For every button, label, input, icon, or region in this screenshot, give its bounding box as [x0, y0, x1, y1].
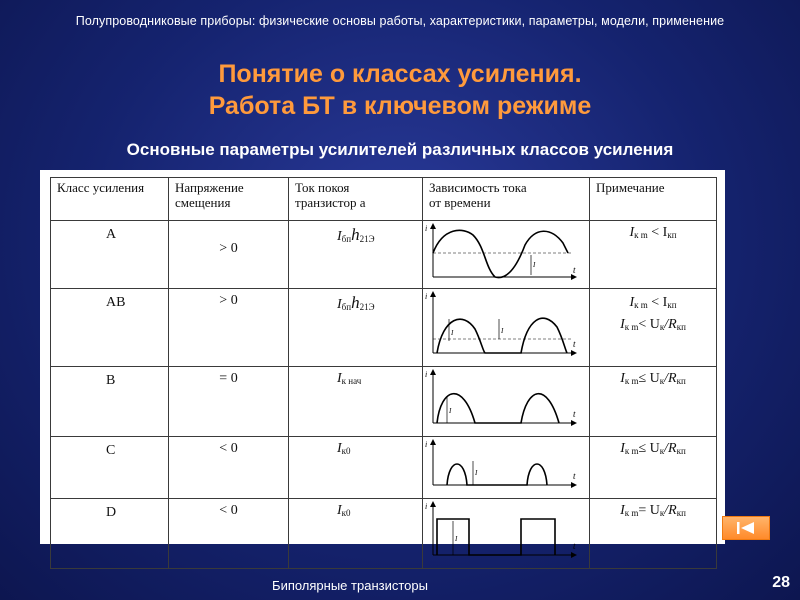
note-subscript-3: кп [676, 376, 686, 386]
note-relation: < I [651, 225, 668, 240]
waveform-class-a [423, 221, 589, 283]
km-label: I [475, 469, 478, 477]
current-subscript: бп [341, 302, 352, 312]
note-subscript-2: к [659, 508, 665, 518]
note-tail: /R [664, 503, 677, 518]
note-symbol: I [620, 371, 625, 386]
note-subscript: к m [634, 230, 648, 240]
bias-cell: < 0 [169, 499, 289, 569]
note-symbol: I [629, 225, 635, 240]
note-relation: = U [638, 503, 660, 518]
slide-title-line-2: Работа БТ в ключевом режиме [208, 92, 592, 120]
waveform-class-ab [423, 289, 589, 361]
back-to-end-icon [734, 520, 758, 536]
note-subscript-2: кп [667, 300, 677, 310]
note-subscript-2: к [659, 322, 665, 332]
last-slide-button[interactable] [722, 516, 770, 540]
amplifier-classes-table [50, 177, 717, 569]
table-row [51, 437, 717, 499]
note-subscript-2: к [659, 376, 665, 386]
current-gain-subscript: 21Э [359, 302, 375, 312]
waveform-cell [423, 499, 590, 569]
current-subscript: к0 [341, 508, 351, 518]
waveform-cell [423, 221, 590, 289]
table-row [51, 221, 717, 289]
current-symbol: I [337, 229, 342, 244]
bias-cell: < 0 [169, 437, 289, 499]
amplifier-classes-table-panel [40, 170, 725, 551]
current-symbol: I [337, 441, 342, 456]
page-number: 28 [772, 574, 790, 591]
note-subscript: к m [624, 322, 639, 332]
waveform-class-b [423, 367, 589, 431]
header-bias-line-1: Напряжение [175, 180, 244, 195]
note-line-1 [590, 293, 716, 315]
header-bias-line-2: смещения [175, 195, 231, 210]
y-axis-label: i [425, 292, 428, 301]
header-waveform [423, 178, 590, 221]
current-cell [289, 367, 423, 437]
class-cell: C [51, 437, 169, 499]
header-bias [169, 178, 289, 221]
note-subscript: к m [624, 446, 639, 456]
y-axis-label: i [425, 370, 428, 379]
note-cell [590, 437, 717, 499]
note-subscript-2: кп [667, 230, 677, 240]
slide-footer: Биполярные транзисторы [272, 578, 428, 593]
kp-label: I [533, 261, 536, 269]
note-subscript-3: кп [676, 322, 686, 332]
class-cell: D [51, 499, 169, 569]
y-axis-label: i [425, 502, 428, 511]
header-current-line-1: Ток покоя [295, 180, 350, 195]
note-relation: ≤ U [638, 371, 660, 386]
slide-title-line-1: Понятие о классах усиления. [218, 60, 582, 88]
slide-subtitle: Основные параметры усилителей различных классов усиления [126, 140, 674, 159]
y-axis-label: i [425, 224, 428, 233]
km-label: I [449, 407, 452, 415]
current-cell [289, 499, 423, 569]
class-cell: A [51, 221, 169, 289]
bias-cell: > 0 [169, 289, 289, 367]
current-symbol: I [337, 371, 342, 386]
note-subscript-3: кп [676, 446, 686, 456]
current-gain-subscript: 21Э [359, 234, 375, 244]
y-axis-label: i [425, 440, 428, 449]
header-wave-line-2: от времени [429, 195, 491, 210]
note-subscript-2: к [659, 446, 665, 456]
waveform-cell [423, 367, 590, 437]
current-subscript: к0 [341, 446, 351, 456]
header-quiescent-current [289, 178, 423, 221]
note-cell [590, 289, 717, 367]
table-row [51, 367, 717, 437]
class-cell: AB [51, 289, 169, 367]
slide-title [0, 58, 800, 122]
table-row [51, 499, 717, 569]
note-line-2 [590, 315, 716, 337]
note-relation: < U [638, 317, 660, 332]
current-subscript: к нач [341, 376, 362, 386]
note-subscript: к m [624, 508, 639, 518]
note-cell [590, 221, 717, 289]
waveform-cell [423, 289, 590, 367]
current-symbol: I [337, 503, 342, 518]
current-gain-symbol: h [351, 225, 360, 244]
note-subscript: к m [624, 376, 639, 386]
slide-header: Полупроводниковые приборы: физические основы работы, характеристики, параметры, модели, применение [75, 14, 725, 28]
table-header-row [51, 178, 717, 221]
km-label: I [451, 329, 454, 337]
header-note: Примечание [590, 178, 717, 221]
t-axis-label: t [573, 265, 576, 275]
t-axis-label: t [573, 409, 576, 419]
note-subscript-3: кп [676, 508, 686, 518]
current-cell [289, 221, 423, 289]
t-axis-label: t [573, 471, 576, 481]
note-relation: ≤ U [638, 441, 660, 456]
header-class: Класс усиления [51, 178, 169, 221]
kp-label: I [501, 327, 504, 335]
note-tail: /R [664, 371, 677, 386]
waveform-class-c [423, 437, 589, 493]
t-axis-label: t [573, 339, 576, 349]
note-symbol: I [620, 317, 625, 332]
note-tail: /R [664, 317, 677, 332]
note-symbol: I [620, 503, 625, 518]
t-axis-label: t [573, 541, 576, 551]
note-tail: /R [664, 441, 677, 456]
current-gain-symbol: h [351, 293, 360, 312]
note-cell [590, 499, 717, 569]
header-current-line-2: транзистор а [295, 195, 366, 210]
header-wave-line-1: Зависимость тока [429, 180, 527, 195]
note-relation: < I [651, 295, 668, 310]
waveform-cell [423, 437, 590, 499]
note-subscript: к m [634, 300, 648, 310]
class-cell: B [51, 367, 169, 437]
current-cell [289, 437, 423, 499]
bias-cell: = 0 [169, 367, 289, 437]
note-symbol: I [620, 441, 625, 456]
table-row [51, 289, 717, 367]
note-symbol: I [629, 295, 635, 310]
waveform-class-d [423, 499, 589, 563]
current-symbol: I [337, 297, 342, 312]
km-label: I [455, 535, 458, 543]
current-cell [289, 289, 423, 367]
bias-cell: > 0 [169, 221, 289, 289]
current-subscript: бп [341, 234, 352, 244]
note-cell [590, 367, 717, 437]
